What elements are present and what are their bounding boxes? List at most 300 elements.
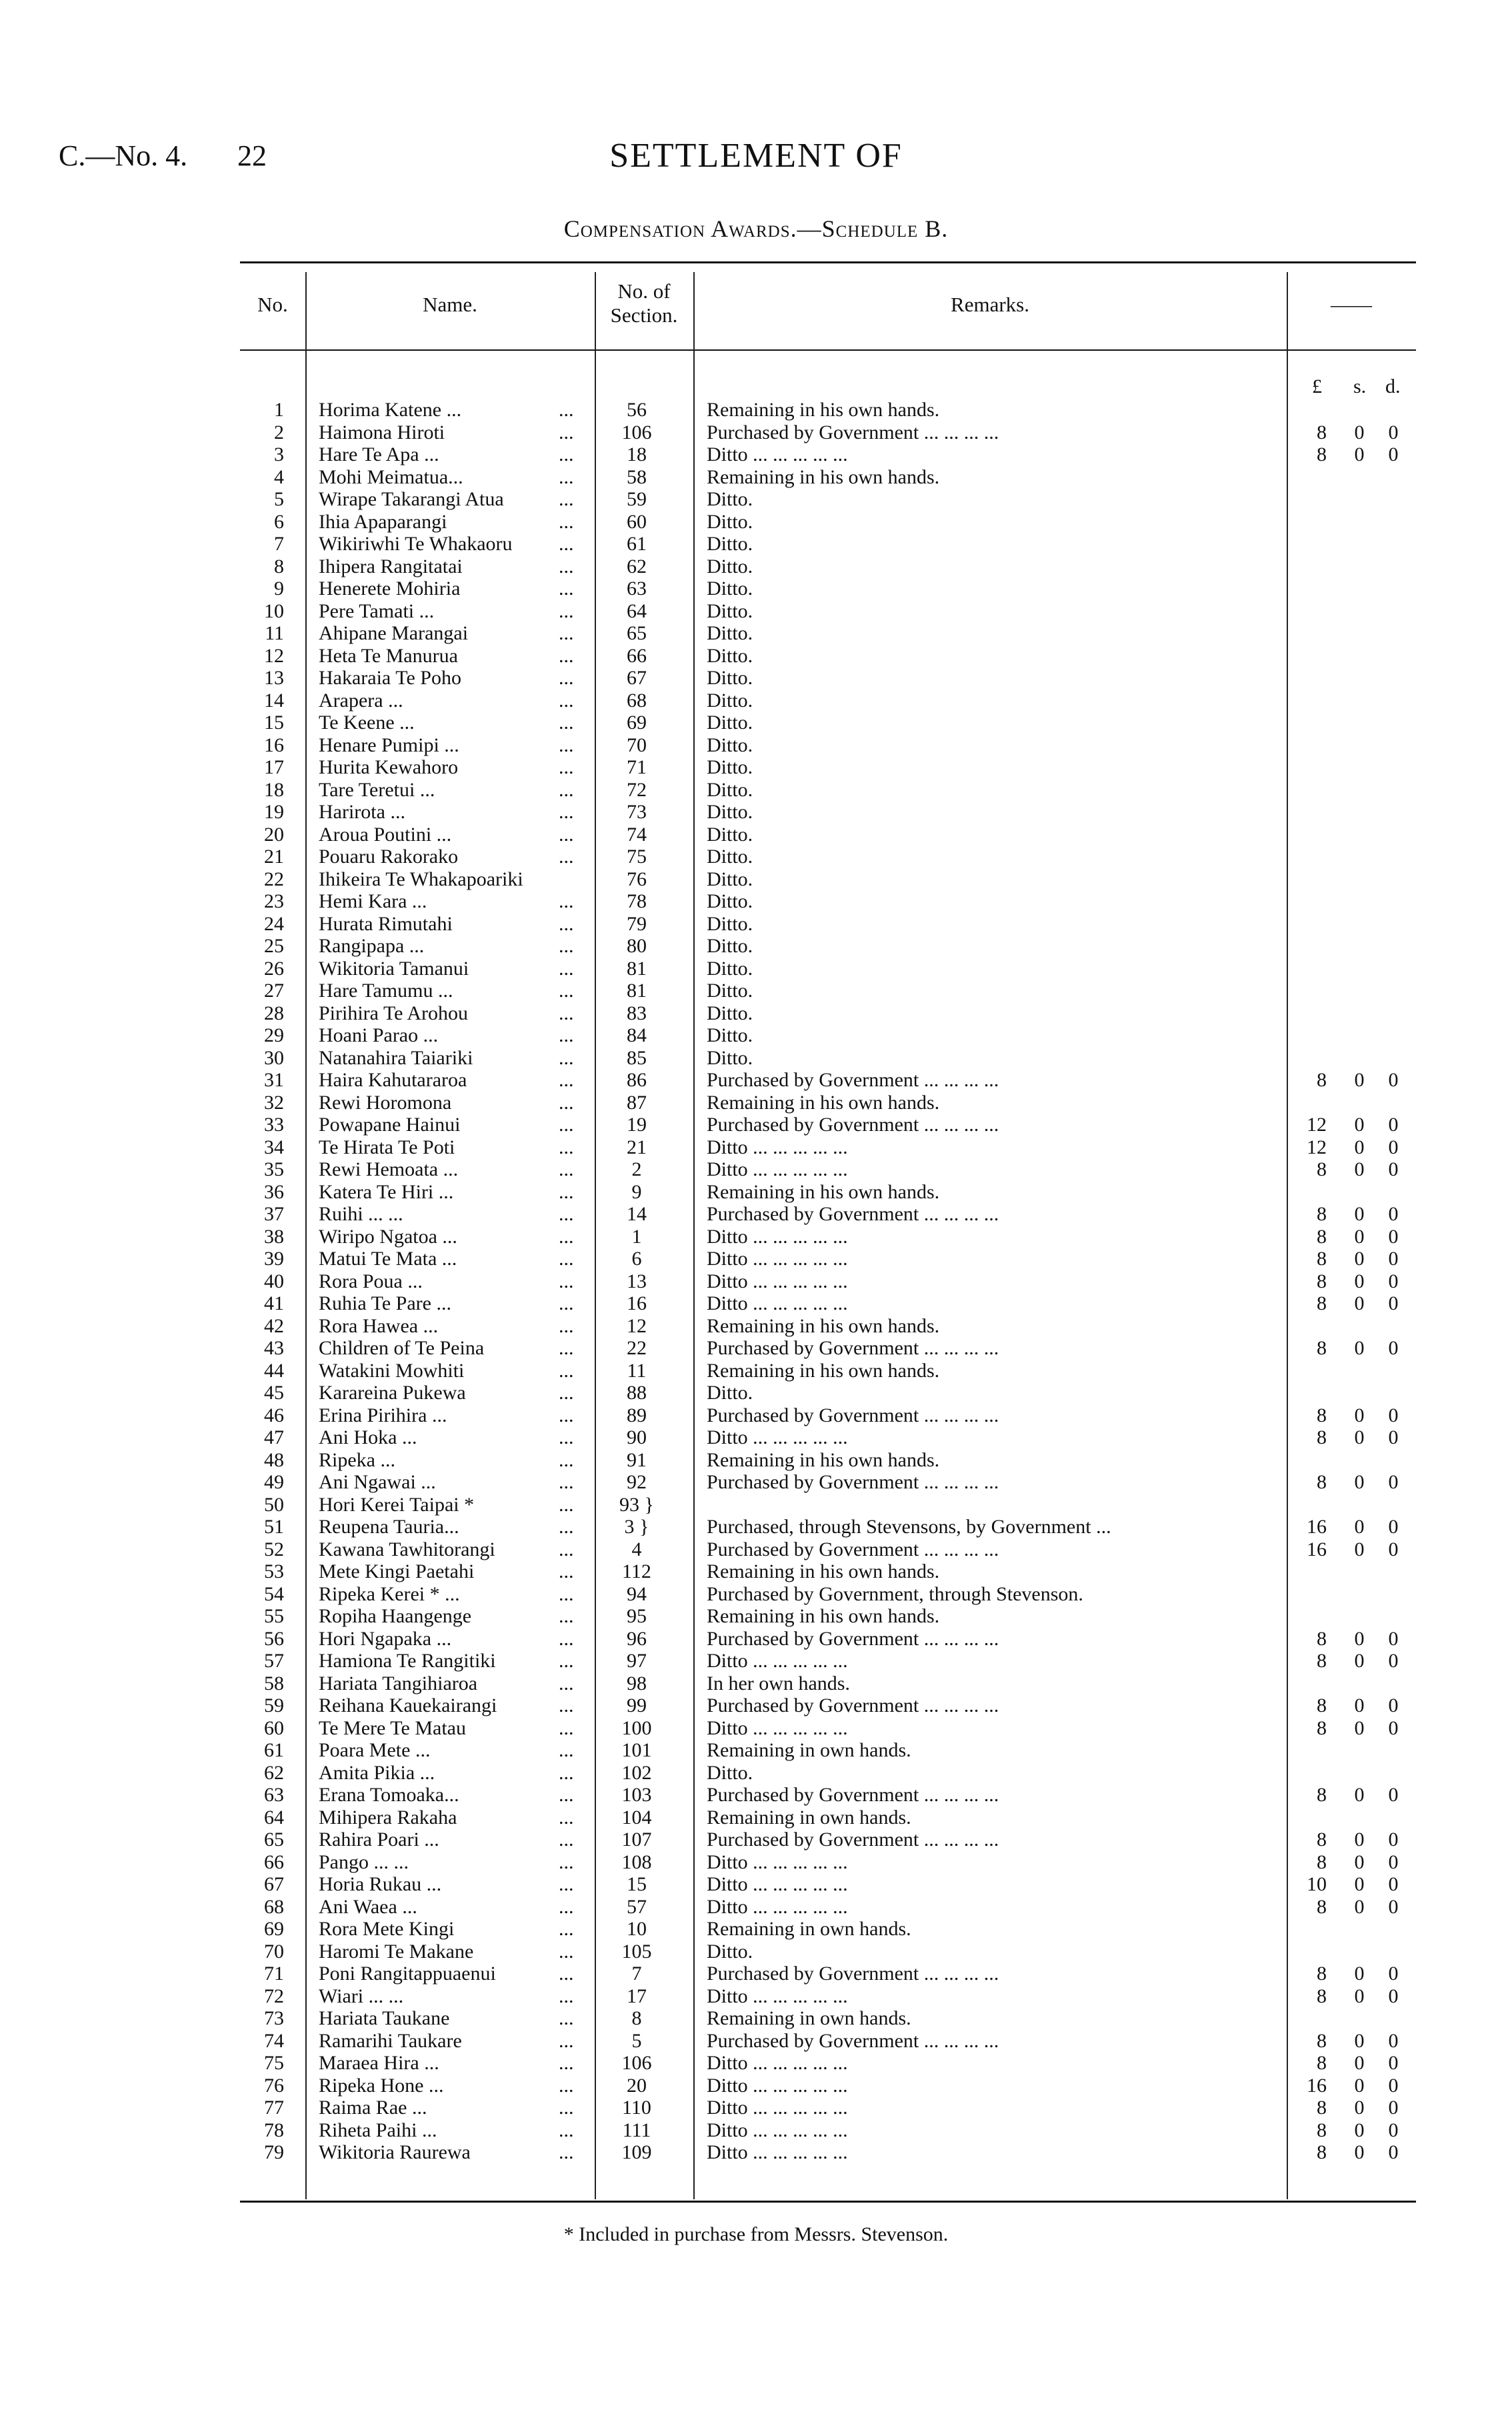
row-remarks: Ditto. (707, 957, 753, 980)
row-leader-dots: ... (559, 1448, 574, 1471)
row-name: Mihipera Rakaha (319, 1806, 457, 1829)
row-name: Riheta Paihi ... (319, 2119, 437, 2141)
row-name: Rora Poua ... (319, 1270, 423, 1292)
row-leader-dots: ... (559, 1873, 574, 1895)
row-remarks: Ditto. (707, 1940, 753, 1963)
table-row (0, 622, 1512, 645)
table-top-rule (240, 261, 1416, 263)
row-number: 10 (264, 599, 284, 622)
row-section: 57 (627, 1895, 647, 1918)
row-name: Wirape Takarangi Atua (319, 488, 504, 510)
row-shillings: 0 (1354, 1404, 1365, 1426)
row-shillings: 0 (1354, 1426, 1365, 1448)
row-pounds: 8 (1317, 2029, 1327, 2052)
row-leader-dots: ... (559, 1404, 574, 1426)
row-number: 72 (264, 1985, 284, 2007)
row-pounds: 8 (1317, 1985, 1327, 2007)
row-remarks: Ditto ... ... ... ... ... (707, 1225, 848, 1248)
row-shillings: 0 (1354, 1203, 1365, 1225)
table-row (0, 1941, 1512, 1963)
row-leader-dots: ... (559, 1806, 574, 1829)
row-number: 58 (264, 1672, 284, 1694)
row-shillings: 0 (1354, 1136, 1365, 1158)
table-row (0, 1426, 1512, 1449)
row-section: 19 (627, 1114, 647, 1136)
row-remarks: Ditto. (707, 510, 753, 533)
row-name: Natanahira Taiariki (319, 1046, 473, 1069)
row-name: Amita Pikia ... (319, 1761, 435, 1784)
row-shillings: 0 (1354, 1225, 1365, 1248)
table-row (0, 533, 1512, 555)
row-pounds: 8 (1317, 1203, 1327, 1225)
row-number: 26 (264, 957, 284, 980)
table-row (0, 421, 1512, 444)
row-leader-dots: ... (559, 1582, 574, 1605)
row-leader-dots: ... (559, 622, 574, 644)
table-row (0, 1270, 1512, 1293)
table-row (0, 2075, 1512, 2097)
row-number: 59 (264, 1694, 284, 1716)
row-number: 68 (264, 1895, 284, 1918)
row-leader-dots: ... (559, 890, 574, 912)
row-leader-dots: ... (559, 712, 574, 734)
row-number: 31 (264, 1069, 284, 1091)
row-pounds: 12 (1307, 1136, 1327, 1158)
table-row (0, 1873, 1512, 1896)
row-section: 95 (627, 1605, 647, 1627)
row-pounds: 8 (1317, 1895, 1327, 1918)
row-leader-dots: ... (559, 488, 574, 510)
row-remarks: Remaining in own hands. (707, 1918, 911, 1940)
row-remarks: Remaining in his own hands. (707, 1605, 940, 1627)
row-number: 49 (264, 1471, 284, 1493)
row-number: 28 (264, 1002, 284, 1024)
row-number: 5 (274, 488, 284, 510)
row-remarks: Purchased, through Stevensons, by Government ... (707, 1516, 1111, 1538)
row-section: 107 (621, 1829, 652, 1851)
table-row (0, 2007, 1512, 2030)
row-pence: 0 (1388, 1114, 1399, 1136)
row-pence: 0 (1388, 1873, 1399, 1895)
row-number: 30 (264, 1046, 284, 1069)
row-section: 22 (627, 1337, 647, 1359)
table-row (0, 1158, 1512, 1181)
row-name: Kawana Tawhitorangi (319, 1538, 495, 1560)
row-section: 69 (627, 712, 647, 734)
row-section: 92 (627, 1471, 647, 1493)
table-row (0, 1494, 1512, 1516)
row-remarks: Purchased by Government ... ... ... ... (707, 1627, 999, 1650)
row-remarks: Remaining in his own hands. (707, 465, 940, 488)
row-remarks: Ditto. (707, 756, 753, 778)
table-row (0, 1672, 1512, 1695)
row-section: 21 (627, 1136, 647, 1158)
table-row (0, 1694, 1512, 1717)
row-remarks: Ditto. (707, 801, 753, 823)
row-name: Aroua Poutini ... (319, 823, 452, 846)
row-name: Rewi Horomona (319, 1091, 452, 1114)
row-leader-dots: ... (559, 1739, 574, 1761)
table-row (0, 1784, 1512, 1806)
row-remarks: Ditto. (707, 577, 753, 599)
row-pence: 0 (1388, 1292, 1399, 1314)
row-remarks: Ditto ... ... ... ... ... (707, 1136, 848, 1158)
row-section: 59 (627, 488, 647, 510)
row-number: 2 (274, 421, 284, 443)
row-remarks: Ditto ... ... ... ... ... (707, 2097, 848, 2119)
table-row (0, 1985, 1512, 2008)
row-pounds: 16 (1307, 2074, 1327, 2097)
row-remarks: Purchased by Government ... ... ... ... (707, 1963, 999, 1985)
row-pence: 0 (1388, 1225, 1399, 1248)
row-name: Arapera ... (319, 689, 403, 712)
row-shillings: 0 (1354, 2074, 1365, 2097)
row-leader-dots: ... (559, 1203, 574, 1225)
row-section: 16 (627, 1292, 647, 1314)
row-number: 27 (264, 980, 284, 1002)
row-number: 47 (264, 1426, 284, 1448)
row-section: 56 (627, 399, 647, 421)
table-row (0, 1516, 1512, 1538)
row-pounds: 8 (1317, 1270, 1327, 1292)
row-leader-dots: ... (559, 421, 574, 443)
row-name: Ruhia Te Pare ... (319, 1292, 451, 1314)
table-bottom-rule (240, 2201, 1416, 2203)
row-pounds: 8 (1317, 2052, 1327, 2074)
row-remarks: Remaining in his own hands. (707, 1314, 940, 1337)
table-row (0, 712, 1512, 734)
row-section: 91 (627, 1448, 647, 1471)
row-name: Watakini Mowhiti (319, 1359, 465, 1382)
row-remarks: Ditto. (707, 1761, 753, 1784)
row-name: Children of Te Peina (319, 1337, 485, 1359)
table-row (0, 690, 1512, 712)
table-row (0, 1203, 1512, 1226)
row-remarks: Ditto. (707, 846, 753, 868)
row-remarks: Remaining in own hands. (707, 2007, 911, 2029)
row-section: 104 (621, 1806, 652, 1829)
row-number: 18 (264, 778, 284, 801)
row-name: Pango ... ... (319, 1851, 409, 1873)
row-shillings: 0 (1354, 1716, 1365, 1739)
row-remarks: Purchased by Government, through Stevenson. (707, 1582, 1083, 1605)
row-name: Horia Rukau ... (319, 1873, 442, 1895)
row-remarks: Ditto ... ... ... ... ... (707, 1292, 848, 1314)
row-pence: 0 (1388, 1895, 1399, 1918)
row-section: 86 (627, 1069, 647, 1091)
row-name: Matui Te Mata ... (319, 1248, 457, 1270)
row-section: 111 (622, 2119, 651, 2141)
row-shillings: 0 (1354, 1516, 1365, 1538)
row-section: 74 (627, 823, 647, 846)
table-row (0, 1069, 1512, 1092)
row-shillings: 0 (1354, 2119, 1365, 2141)
row-remarks: Ditto. (707, 555, 753, 577)
row-remarks: Purchased by Government ... ... ... ... (707, 1069, 999, 1091)
row-remarks: Ditto. (707, 488, 753, 510)
row-shillings: 0 (1354, 1627, 1365, 1650)
table-row (0, 645, 1512, 668)
row-pence: 0 (1388, 1136, 1399, 1158)
row-leader-dots: ... (559, 1337, 574, 1359)
table-row (0, 555, 1512, 578)
row-number: 50 (264, 1493, 284, 1516)
row-name: Reupena Tauria... (319, 1516, 459, 1538)
row-leader-dots: ... (559, 1136, 574, 1158)
row-section: 88 (627, 1382, 647, 1404)
row-leader-dots: ... (559, 823, 574, 846)
row-name: Rewi Hemoata ... (319, 1158, 459, 1180)
row-name: Pere Tamati ... (319, 599, 435, 622)
row-name: Ripeka Kerei * ... (319, 1582, 460, 1605)
row-remarks: Ditto ... ... ... ... ... (707, 1873, 848, 1895)
row-pounds: 8 (1317, 1158, 1327, 1180)
row-remarks: Ditto. (707, 644, 753, 667)
table-row (0, 1963, 1512, 1985)
row-name: Haromi Te Makane (319, 1940, 474, 1963)
row-section: 63 (627, 577, 647, 599)
table-row (0, 1896, 1512, 1919)
row-number: 12 (264, 644, 284, 667)
row-leader-dots: ... (559, 577, 574, 599)
row-leader-dots: ... (559, 1985, 574, 2007)
row-pounds: 8 (1317, 2119, 1327, 2141)
row-name: Rahira Poari ... (319, 1829, 439, 1851)
table-row (0, 1404, 1512, 1427)
row-number: 70 (264, 1940, 284, 1963)
row-leader-dots: ... (559, 465, 574, 488)
row-remarks: Ditto ... ... ... ... ... (707, 1426, 848, 1448)
row-section: 96 (627, 1627, 647, 1650)
row-remarks: Remaining in his own hands. (707, 1560, 940, 1582)
row-pounds: 8 (1317, 1426, 1327, 1448)
row-name: Hurita Kewahoro (319, 756, 459, 778)
row-number: 3 (274, 443, 284, 465)
row-section: 60 (627, 510, 647, 533)
row-remarks: Ditto ... ... ... ... ... (707, 1851, 848, 1873)
row-name: Hori Kerei Taipai * (319, 1493, 475, 1516)
row-number: 66 (264, 1851, 284, 1873)
row-pence: 0 (1388, 1337, 1399, 1359)
row-leader-dots: ... (559, 1829, 574, 1851)
row-leader-dots: ... (559, 1270, 574, 1292)
row-number: 41 (264, 1292, 284, 1314)
row-leader-dots: ... (559, 1538, 574, 1560)
table-row (0, 1092, 1512, 1114)
row-remarks: Remaining in his own hands. (707, 1359, 940, 1382)
table-row (0, 1024, 1512, 1047)
row-number: 35 (264, 1158, 284, 1180)
row-remarks: Remaining in own hands. (707, 1739, 911, 1761)
row-leader-dots: ... (559, 1314, 574, 1337)
row-pence: 0 (1388, 1694, 1399, 1716)
row-remarks: Ditto. (707, 823, 753, 846)
row-section: 108 (621, 1851, 652, 1873)
row-name: Ani Hoka ... (319, 1426, 417, 1448)
row-section: 65 (627, 622, 647, 644)
row-pounds: 16 (1307, 1538, 1327, 1560)
row-number: 37 (264, 1203, 284, 1225)
row-pence: 0 (1388, 443, 1399, 465)
row-number: 77 (264, 2097, 284, 2119)
row-number: 71 (264, 1963, 284, 1985)
row-name: Hemi Kara ... (319, 890, 427, 912)
row-number: 42 (264, 1314, 284, 1337)
table-row (0, 1360, 1512, 1382)
row-pence: 0 (1388, 1851, 1399, 1873)
row-name: Te Mere Te Matau (319, 1716, 466, 1739)
row-pence: 0 (1388, 1985, 1399, 2007)
table-row (0, 756, 1512, 779)
row-remarks: Ditto. (707, 912, 753, 935)
row-pence: 0 (1388, 2141, 1399, 2163)
row-section: 70 (627, 734, 647, 756)
row-number: 34 (264, 1136, 284, 1158)
row-remarks: Ditto. (707, 778, 753, 801)
table-row (0, 1226, 1512, 1248)
row-leader-dots: ... (559, 1426, 574, 1448)
row-section: 106 (621, 2052, 652, 2074)
row-section: 11 (627, 1359, 647, 1382)
row-pounds: 8 (1317, 1069, 1327, 1091)
row-shillings: 0 (1354, 1114, 1365, 1136)
row-leader-dots: ... (559, 1382, 574, 1404)
row-number: 1 (274, 399, 284, 421)
row-remarks: Purchased by Government ... ... ... ... (707, 1538, 999, 1560)
row-number: 44 (264, 1359, 284, 1382)
table-row (0, 913, 1512, 936)
row-pounds: 8 (1317, 1851, 1327, 1873)
row-remarks: Ditto ... ... ... ... ... (707, 1650, 848, 1672)
table-row (0, 1315, 1512, 1338)
row-name: Haimona Hiroti (319, 421, 445, 443)
table-row (0, 1471, 1512, 1494)
row-number: 29 (264, 1024, 284, 1046)
row-pence: 0 (1388, 1516, 1399, 1538)
row-section: 14 (627, 1203, 647, 1225)
row-name: Rangipapa ... (319, 935, 425, 957)
row-number: 52 (264, 1538, 284, 1560)
row-leader-dots: ... (559, 1963, 574, 1985)
row-name: Wikitoria Tamanui (319, 957, 469, 980)
row-section: 80 (627, 935, 647, 957)
row-number: 40 (264, 1270, 284, 1292)
table-row (0, 846, 1512, 868)
row-pence: 0 (1388, 2029, 1399, 2052)
row-number: 65 (264, 1829, 284, 1851)
row-shillings: 0 (1354, 1158, 1365, 1180)
row-section: 17 (627, 1985, 647, 2007)
row-shillings: 0 (1354, 1292, 1365, 1314)
row-section: 58 (627, 465, 647, 488)
row-number: 39 (264, 1248, 284, 1270)
table-row (0, 1114, 1512, 1136)
row-section: 102 (621, 1761, 652, 1784)
row-section: 89 (627, 1404, 647, 1426)
row-remarks: Purchased by Government ... ... ... ... (707, 2029, 999, 2052)
row-leader-dots: ... (559, 599, 574, 622)
schedule-title: Compensation Awards.—Schedule B. (563, 215, 949, 242)
row-leader-dots: ... (559, 1516, 574, 1538)
row-leader-dots: ... (559, 667, 574, 689)
row-number: 67 (264, 1873, 284, 1895)
row-leader-dots: ... (559, 443, 574, 465)
row-number: 75 (264, 2052, 284, 2074)
row-name: Hoani Parao ... (319, 1024, 439, 1046)
row-pounds: 8 (1317, 1225, 1327, 1248)
row-leader-dots: ... (559, 1605, 574, 1627)
row-name: Ruihi ... ... (319, 1203, 403, 1225)
row-leader-dots: ... (559, 2029, 574, 2052)
row-section: 15 (627, 1873, 647, 1895)
row-pounds: 8 (1317, 1716, 1327, 1739)
row-remarks: Ditto ... ... ... ... ... (707, 1158, 848, 1180)
row-name: Ripeka Hone ... (319, 2074, 444, 2097)
row-pence: 0 (1388, 2097, 1399, 2119)
row-section: 75 (627, 846, 647, 868)
row-section: 5 (631, 2029, 642, 2052)
row-name: Te Hirata Te Poti (319, 1136, 455, 1158)
row-name: Reihana Kauekairangi (319, 1694, 497, 1716)
row-shillings: 0 (1354, 2029, 1365, 2052)
column-header-amount: —— (1331, 293, 1372, 316)
table-row (0, 958, 1512, 980)
row-shillings: 0 (1354, 1538, 1365, 1560)
row-leader-dots: ... (559, 2052, 574, 2074)
row-remarks: Purchased by Government ... ... ... ... (707, 1203, 999, 1225)
row-shillings: 0 (1354, 1248, 1365, 1270)
row-section: 106 (621, 421, 652, 443)
row-pounds: 8 (1317, 1694, 1327, 1716)
row-leader-dots: ... (559, 510, 574, 533)
row-name: Mohi Meimatua... (319, 465, 463, 488)
row-section: 1 (631, 1225, 642, 1248)
row-name: Henerete Mohiria (319, 577, 461, 599)
row-remarks: Ditto. (707, 935, 753, 957)
row-remarks: Purchased by Government ... ... ... ... (707, 1404, 999, 1426)
row-pounds: 12 (1307, 1114, 1327, 1136)
row-remarks: Ditto. (707, 868, 753, 890)
row-number: 53 (264, 1560, 284, 1582)
row-pence: 0 (1388, 421, 1399, 443)
row-leader-dots: ... (559, 1493, 574, 1516)
row-pounds: 8 (1317, 2141, 1327, 2163)
row-name: Heta Te Manurua (319, 644, 458, 667)
row-section: 71 (627, 756, 647, 778)
row-name: Horima Katene ... (319, 399, 462, 421)
row-pounds: 8 (1317, 1471, 1327, 1493)
row-leader-dots: ... (559, 533, 574, 555)
row-name: Ahipane Marangai (319, 622, 469, 644)
row-leader-dots: ... (559, 1851, 574, 1873)
row-number: 21 (264, 846, 284, 868)
row-remarks: Ditto ... ... ... ... ... (707, 443, 848, 465)
row-section: 62 (627, 555, 647, 577)
row-number: 48 (264, 1448, 284, 1471)
row-section: 83 (627, 1002, 647, 1024)
row-leader-dots: ... (559, 1046, 574, 1069)
row-pounds: 16 (1307, 1516, 1327, 1538)
row-section: 8 (631, 2007, 642, 2029)
row-name: Rora Mete Kingi (319, 1918, 455, 1940)
row-section: 81 (627, 980, 647, 1002)
row-leader-dots: ... (559, 1784, 574, 1806)
row-leader-dots: ... (559, 1672, 574, 1694)
row-leader-dots: ... (559, 1761, 574, 1784)
row-remarks: Ditto. (707, 890, 753, 912)
row-section: 103 (621, 1784, 652, 1806)
row-leader-dots: ... (559, 1895, 574, 1918)
